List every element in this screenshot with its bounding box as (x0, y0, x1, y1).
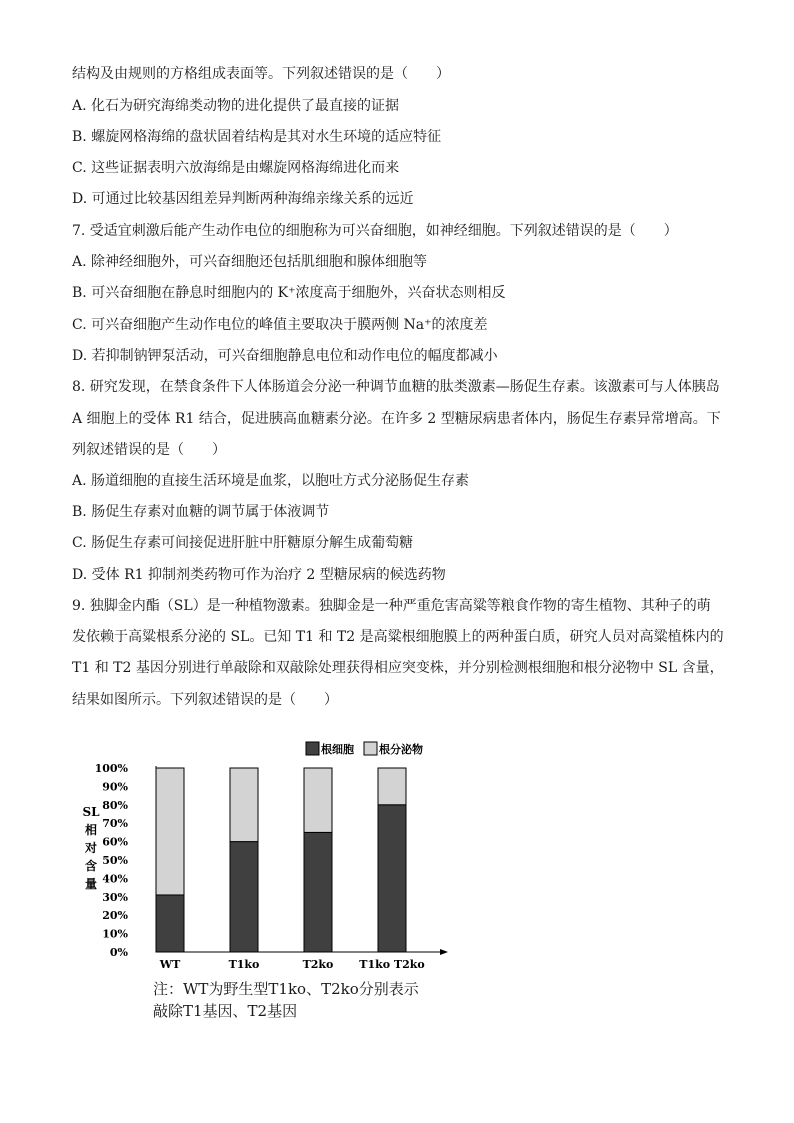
option-c: C. 可兴奋细胞产生动作电位的峰值主要取决于膜两侧 Na⁺的浓度差 (72, 317, 488, 333)
option-a: A. 肠道细胞的直接生活环境是血浆，以胞吐方式分泌肠促生存素 (72, 473, 470, 489)
option-c: C. 肠促生存素可间接促进肝脏中肝糖原分解生成葡萄糖 (72, 535, 414, 551)
bar-root-secretion (378, 768, 406, 805)
option-c: C. 这些证据表明六放海绵是由螺旋网格海绵进化而来 (72, 160, 400, 176)
option-d: D. 受体 R1 抑制剂类药物可作为治疗 2 型糖尿病的候选药物 (72, 567, 446, 583)
legend-swatch-root-secretion (364, 742, 377, 755)
y-axis-label: SL (82, 805, 100, 819)
legend-label-root-cell: 根细胞 (321, 743, 354, 756)
option-a: A. 除神经细胞外，可兴奋细胞还包括肌细胞和腺体细胞等 (72, 254, 428, 270)
y-axis-label: 含 (84, 859, 98, 873)
y-tick-label: 80% (102, 798, 128, 812)
bar-root-secretion (156, 768, 184, 895)
figure-note-line-1: 注：WT为野生型T1ko、T2ko分别表示 (153, 980, 419, 998)
text-line: 结构及由规则的方格组成表面等。下列叙述错误的是（ ） (72, 66, 450, 82)
y-tick-label: 100% (94, 762, 128, 775)
x-tick-label: WT (159, 958, 181, 971)
question-8-cont: A 细胞上的受体 R1 结合，促进胰高血糖素分泌。在许多 2 型糖尿病患者体内，肠促生存素异常增高。下 (72, 411, 721, 427)
sl-stacked-bar-chart (80, 736, 460, 976)
figure-note-line-2: 敲除T1基因、T2基因 (153, 1002, 298, 1020)
question-8: 8. 研究发现，在禁食条件下人体肠道会分泌一种调节血糖的肽类激素—肠促生存素。该激素可与人体胰岛 (72, 379, 720, 395)
bar-root-cell (156, 895, 184, 952)
y-axis-label: 量 (84, 877, 98, 891)
question-7: 7. 受适宜刺激后能产生动作电位的细胞称为可兴奋细胞，如神经细胞。下列叙述错误的是（ ） (72, 223, 678, 239)
legend-swatch-root-cell (306, 742, 319, 755)
question-8-cont: 列叙述错误的是（ ） (72, 442, 226, 458)
x-tick-label: T1ko T2ko (359, 958, 425, 971)
y-tick-label: 30% (102, 890, 128, 904)
option-b: B. 可兴奋细胞在静息时细胞内的 K⁺浓度高于细胞外，兴奋状态则相反 (72, 285, 506, 301)
y-axis-label: 对 (84, 841, 98, 855)
question-9-cont: 结果如图所示。下列叙述错误的是（ ） (72, 692, 338, 708)
y-tick-label: 60% (102, 835, 128, 849)
option-b: B. 螺旋网格海绵的盘状固着结构是其对水生环境的适应特征 (72, 129, 442, 145)
question-9-cont: 发依赖于高粱根系分泌的 SL。已知 T1 和 T2 是高粱根细胞膜上的两种蛋白质，研究人员对高粱植株内的 (72, 629, 724, 645)
option-d: D. 可通过比较基因组差异判断两种海绵亲缘关系的远近 (72, 191, 414, 207)
bar-root-cell (304, 832, 332, 952)
x-tick-label: T1ko (228, 958, 260, 971)
y-tick-label: 90% (102, 780, 128, 794)
x-tick-label: T2ko (302, 958, 334, 971)
y-tick-label: 40% (102, 872, 128, 886)
bar-root-cell (378, 805, 406, 952)
y-tick-label: 0% (109, 946, 128, 959)
question-9: 9. 独脚金内酯（SL）是一种植物激素。独脚金是一种严重危害高粱等粮食作物的寄生植物、其种子的萌 (72, 598, 711, 614)
legend-label-root-secretion: 根分泌物 (379, 743, 423, 756)
option-d: D. 若抑制钠钾泵活动，可兴奋细胞静息电位和动作电位的幅度都减小 (72, 348, 498, 364)
x-axis-arrow (440, 949, 448, 955)
y-tick-label: 10% (102, 927, 128, 941)
y-tick-label: 50% (102, 854, 128, 867)
option-a: A. 化石为研究海绵类动物的进化提供了最直接的证据 (72, 98, 400, 114)
option-b: B. 肠促生存素对血糖的调节属于体液调节 (72, 504, 330, 520)
question-9-cont: T1 和 T2 基因分别进行单敲除和双敲除处理获得相应突变株，并分别检测根细胞和根分泌物中 SL 含量， (72, 660, 724, 676)
bar-root-secretion (304, 768, 332, 832)
y-tick-label: 70% (102, 817, 128, 831)
y-axis-label: 相 (84, 823, 98, 837)
bar-root-cell (230, 842, 258, 952)
bar-root-secretion (230, 768, 258, 842)
y-tick-label: 20% (102, 909, 128, 923)
